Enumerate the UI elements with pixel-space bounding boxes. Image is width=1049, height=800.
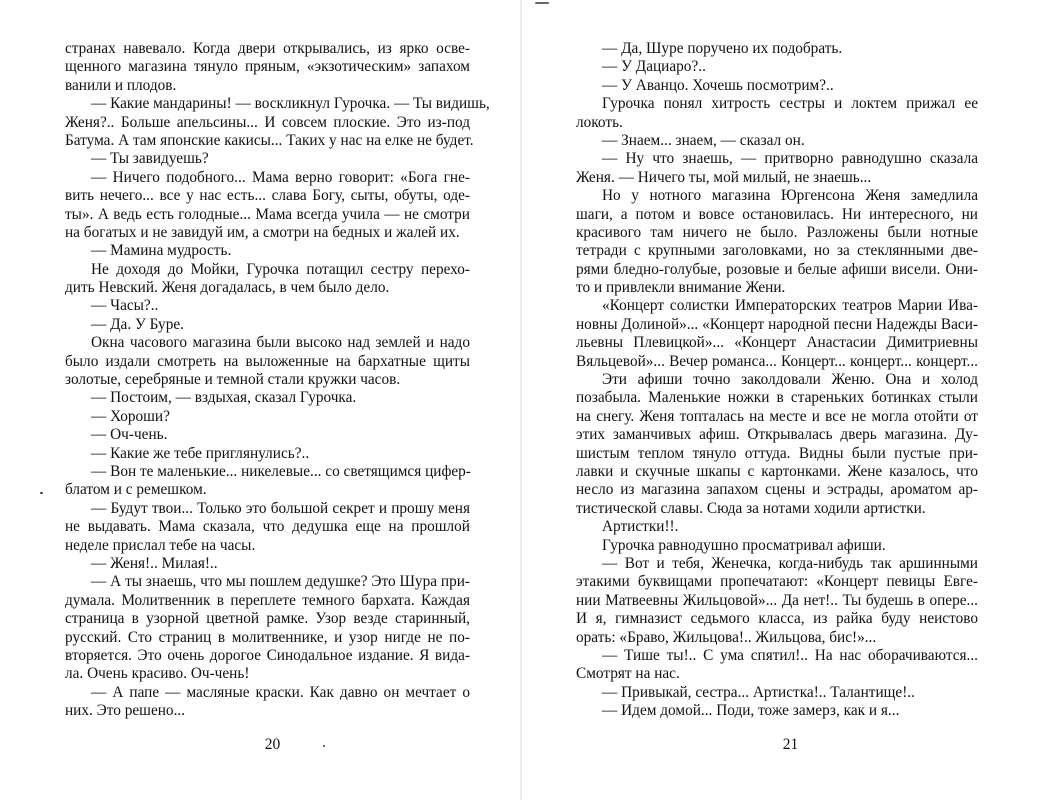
left-page	[0, 0, 520, 800]
text-line: — А ты знаешь, что мы пошлем дедушке? Это Шура при-	[91, 573, 470, 591]
text-line: русский. Сто страниц в молитвеннике, и узор нигде не по-	[65, 628, 470, 646]
text-line: Смотрят на нас.	[576, 665, 680, 683]
text-line: «Концерт солистки Императорских театров Марии Ива-	[602, 297, 978, 315]
text-line: — Оч-чень.	[91, 426, 168, 444]
left-page-text	[65, 40, 490, 720]
text-line: — Ну что знаешь, — притворно равнодушно сказала	[602, 150, 978, 168]
text-line: золотые, серебряные и темной стали кружки часов.	[65, 371, 401, 389]
text-line: рями бледно-голубые, розовые и белые афиши висели. Они-	[576, 260, 978, 278]
text-line: блатом и с ремешком.	[65, 481, 207, 499]
right-page-number: 21	[782, 736, 799, 753]
text-line: не выдавать. Мама сказала, что дедушка еще на прошлой	[65, 518, 470, 536]
text-line: — Какие мандарины! — воскликнул Гурочка. — Ты видишь,	[91, 95, 490, 113]
text-line: — Ничего подобного... Мама верно говорит: «Бога гне-	[91, 168, 470, 186]
text-line: неделе прислал тебе на часы.	[65, 536, 256, 554]
text-line: — Идем домой... Поди, тоже замерз, как и я...	[602, 702, 900, 720]
text-line: было издали смотреть на выложенные на бархатные щиты	[65, 352, 470, 370]
print-speck	[535, 2, 549, 4]
text-line: льевны Плевицкой»... «Концерт Анастасии Димитриевны	[576, 334, 978, 352]
text-line: Гурочка понял хитрость сестры и локтем прижал ее	[602, 95, 978, 113]
text-line: Артистки!!.	[602, 518, 679, 536]
text-line: — Привыкай, сестра... Артистка!.. Талантище!..	[602, 683, 915, 701]
text-line: Гурочка равнодушно просматривал афиши.	[602, 536, 886, 554]
text-line: — Постоим, — вздыхая, сказал Гурочка.	[91, 389, 357, 407]
text-line: дить Невский. Женя догадалась, в чем было дело.	[65, 279, 390, 297]
text-line: новны Долиной»... «Концерт народной песни Надежды Васи-	[576, 315, 978, 333]
text-line: странах навевало. Когда двери открывались, из ярко осве-	[65, 40, 470, 57]
text-line: Женя?.. Больше апельсины... И совсем плоские. Это из-под	[65, 113, 470, 131]
text-line: Женя. — Ничего ты, мой милый, не знаешь...	[576, 168, 872, 186]
text-line: — А папе — масляные краски. Как давно он мечтает о	[91, 683, 470, 701]
text-line: — Будут твои... Только это большой секрет и прошу меня	[91, 499, 470, 517]
text-line: ла. Очень красиво. Оч-чень!	[65, 665, 250, 683]
text-line: — Какие же тебе приглянулись?..	[91, 444, 310, 462]
print-speck	[323, 745, 325, 747]
text-line: нии Матвеевны Жильцовой»... Да нет!.. Ты будешь в опере...	[576, 591, 978, 609]
text-line: думала. Молитвенник в переплете темного бархата. Каждая	[65, 591, 470, 609]
text-line: шистым теплом тянуло оттуда. Видны были пустые при-	[576, 444, 978, 462]
print-speck	[40, 492, 43, 494]
text-line: — У Аванцо. Хочешь посмотрим?..	[602, 76, 834, 94]
text-line: Не доходя до Мойки, Гурочка потащил сестру перехо-	[91, 260, 470, 278]
text-line: ванили и плодов.	[65, 76, 177, 94]
text-line: Но у нотного магазина Юргенсона Женя замедлила	[602, 187, 978, 205]
left-page-number: 20	[264, 736, 281, 753]
text-line: Вяльцевой»... Вечер романса... Концерт... концерт... концерт...	[576, 352, 978, 370]
text-line: — Да, Шуре поручено их подобрать.	[602, 40, 843, 57]
text-line: щенного магазина тянуло пряным, «экзотическим» запахом	[65, 58, 470, 76]
right-page	[522, 0, 1049, 800]
text-line: то и привлекли внимание Жени.	[576, 279, 786, 297]
text-line: несло из магазина запахом сцены и эстрады, ароматом ар-	[576, 481, 978, 499]
text-line: — Часы?..	[91, 297, 159, 315]
text-line: тистической славы. Сюда за нотами ходили артистки.	[576, 499, 926, 517]
text-line: этих заманчивых афиш. Открывалась дверь магазина. Ду-	[576, 426, 978, 444]
text-line: — У Дациаро?..	[602, 58, 706, 76]
text-line: — Знаем... знаем, — сказал он.	[602, 131, 805, 149]
text-line: — Ты завидуешь?	[91, 150, 209, 168]
text-line: на богатых и не завидуй им, а смотри на бедных и жалей их.	[65, 223, 460, 241]
text-line: вить нечего... все у нас есть... слава Богу, сыты, обуты, оде-	[65, 187, 470, 205]
text-line: на снегу. Женя топталась на месте и все не могла отойти от	[576, 407, 978, 425]
text-line: красивого там ничего не было. Разложены были нотные	[576, 223, 978, 241]
text-line: Батума. А там японские какисы... Таких у нас на елке не будет.	[65, 131, 474, 149]
text-line: позабыла. Маленькие ножки в стареньких ботинках стыли	[576, 389, 978, 407]
text-line: — Вот и тебя, Женечка, когда-нибудь так аршинными	[602, 554, 978, 572]
text-line: — Мамина мудрость.	[91, 242, 232, 260]
text-line: И я, гимназист седьмого класса, из райка буду неистово	[576, 610, 978, 628]
right-page-text	[576, 40, 978, 720]
text-line: — Вон те маленькие... никелевые... со светящимся цифер-	[91, 462, 471, 480]
text-line: них. Это решено...	[65, 702, 186, 720]
text-line: — Да. У Буре.	[91, 315, 184, 333]
text-line: страница в узорной цветной рамке. Узор везде старинный,	[65, 610, 470, 628]
text-line: орать: «Браво, Жильцова!.. Жильцова, бис!»...	[576, 628, 877, 646]
text-line: Окна часового магазина были высоко над землей и надо	[91, 334, 470, 352]
text-line: Эти афиши точно заколдовали Женю. Она и холод	[602, 371, 978, 389]
text-line: ты». А ведь есть голодные... Мама всегда учила — не смотри	[65, 205, 470, 223]
text-line: локоть.	[576, 113, 623, 131]
text-line: — Женя!.. Милая!..	[91, 554, 218, 572]
text-line: — Хороши?	[91, 407, 170, 425]
text-line: лавки и скучные шкапы с картонками. Жене казалось, что	[576, 462, 978, 480]
text-line: шаги, а потом и вовсе остановилась. Ни интересного, ни	[576, 205, 978, 223]
text-line: — Тише ты!.. С ума спятил!.. На нас оборачиваются...	[602, 646, 978, 664]
text-line: тетради с крупными заголовками, но за стеклянными две-	[576, 242, 978, 260]
text-line: этакими буквищами пропечатают: «Концерт певицы Евге-	[576, 573, 978, 591]
text-line: вторяется. Это очень дорогое Синодальное издание. Я вида-	[65, 646, 470, 664]
